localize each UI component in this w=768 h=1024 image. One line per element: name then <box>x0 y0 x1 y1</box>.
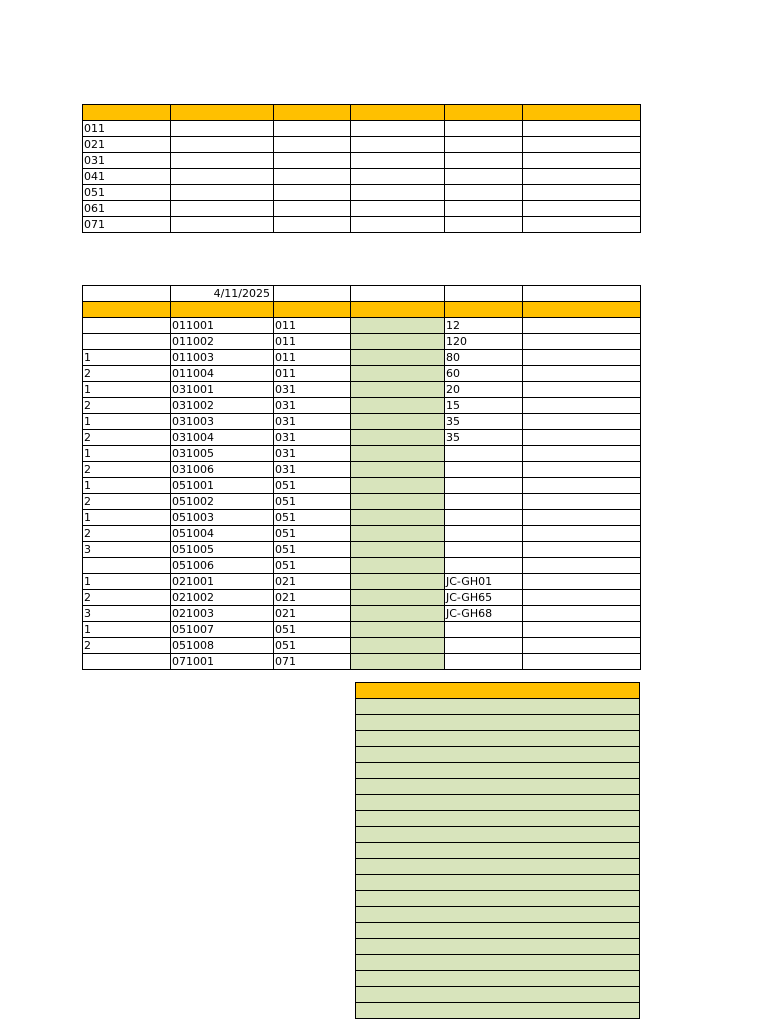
table-cell[interactable]: 021001 <box>171 574 274 590</box>
table-cell[interactable]: 3 <box>83 606 171 622</box>
item-table <box>82 285 641 670</box>
table-cell[interactable]: 2 <box>83 590 171 606</box>
category-header-row <box>83 105 641 121</box>
table-cell[interactable] <box>351 590 445 606</box>
column-header[interactable] <box>274 105 351 121</box>
table-row <box>83 334 641 350</box>
table-cell[interactable] <box>351 137 445 153</box>
table-cell[interactable]: 051 <box>274 622 351 638</box>
list-item <box>356 763 640 779</box>
table-cell[interactable]: 051004 <box>171 526 274 542</box>
table-cell[interactable] <box>171 217 274 233</box>
table-row <box>83 153 641 169</box>
table-cell[interactable]: 2 <box>83 398 171 414</box>
table-cell[interactable] <box>83 654 171 670</box>
table-row <box>83 398 641 414</box>
table-cell[interactable] <box>351 201 445 217</box>
table-cell[interactable]: 031 <box>274 462 351 478</box>
table-cell[interactable]: JC-GH65 <box>445 590 523 606</box>
table-cell[interactable] <box>523 169 641 185</box>
table-cell[interactable] <box>523 590 641 606</box>
table-cell[interactable]: 011 <box>274 366 351 382</box>
table-cell[interactable] <box>171 137 274 153</box>
table-cell[interactable] <box>523 185 641 201</box>
table-cell[interactable] <box>356 779 640 795</box>
table-cell[interactable] <box>356 971 640 987</box>
table-cell[interactable] <box>445 121 523 137</box>
table-cell[interactable] <box>523 622 641 638</box>
table-cell[interactable]: JC-GH01 <box>445 574 523 590</box>
table-cell[interactable] <box>171 121 274 137</box>
table-cell[interactable]: 3 <box>83 542 171 558</box>
table-cell[interactable]: 2 <box>83 462 171 478</box>
table-cell[interactable] <box>445 510 523 526</box>
table-cell[interactable]: 051008 <box>171 638 274 654</box>
table-cell[interactable] <box>356 907 640 923</box>
date-value[interactable]: 4/11/2025 <box>171 286 274 302</box>
table-cell[interactable]: 031001 <box>171 382 274 398</box>
column-header[interactable] <box>83 302 171 318</box>
table-cell[interactable] <box>351 382 445 398</box>
item-header-row <box>83 302 641 318</box>
table-cell[interactable] <box>351 153 445 169</box>
table-cell[interactable]: 011003 <box>171 350 274 366</box>
table-cell[interactable] <box>351 318 445 334</box>
list-item <box>356 859 640 875</box>
list-item <box>356 875 640 891</box>
column-header[interactable] <box>445 105 523 121</box>
table-cell[interactable] <box>351 366 445 382</box>
table-cell[interactable] <box>445 462 523 478</box>
table-cell[interactable]: 051 <box>274 558 351 574</box>
table-cell[interactable] <box>445 558 523 574</box>
column-header[interactable] <box>445 302 523 318</box>
column-header[interactable] <box>83 105 171 121</box>
table-row <box>83 382 641 398</box>
table-cell[interactable] <box>274 201 351 217</box>
table-cell[interactable] <box>445 494 523 510</box>
table-cell[interactable]: 1 <box>83 574 171 590</box>
table-row <box>83 510 641 526</box>
table-cell[interactable]: 2 <box>83 638 171 654</box>
list-item <box>356 827 640 843</box>
table-cell[interactable] <box>445 201 523 217</box>
table-cell[interactable]: 051 <box>274 494 351 510</box>
table-cell[interactable]: 120 <box>445 334 523 350</box>
table-cell[interactable] <box>351 622 445 638</box>
table-cell[interactable]: 2 <box>83 366 171 382</box>
table-cell[interactable] <box>274 185 351 201</box>
table-cell[interactable] <box>445 185 523 201</box>
table-cell[interactable]: 80 <box>445 350 523 366</box>
table-row <box>83 590 641 606</box>
table-cell[interactable] <box>445 526 523 542</box>
table-row <box>83 638 641 654</box>
table-row <box>83 318 641 334</box>
table-cell[interactable]: 031006 <box>171 462 274 478</box>
table-cell[interactable] <box>351 286 445 302</box>
table-row <box>83 430 641 446</box>
table-cell[interactable]: 021 <box>83 137 171 153</box>
table-cell[interactable] <box>171 153 274 169</box>
table-cell[interactable] <box>523 510 641 526</box>
list-item <box>356 923 640 939</box>
table-row <box>83 462 641 478</box>
table-row <box>83 366 641 382</box>
table-cell[interactable] <box>356 715 640 731</box>
table-cell[interactable] <box>523 366 641 382</box>
table-cell[interactable]: 071001 <box>171 654 274 670</box>
table-cell[interactable] <box>356 939 640 955</box>
table-cell[interactable]: 051003 <box>171 510 274 526</box>
table-cell[interactable] <box>356 699 640 715</box>
list-item <box>356 891 640 907</box>
column-header[interactable] <box>171 105 274 121</box>
table-row <box>83 350 641 366</box>
list-item <box>356 731 640 747</box>
table-cell[interactable] <box>523 382 641 398</box>
table-cell[interactable]: 2 <box>83 526 171 542</box>
table-cell[interactable] <box>523 414 641 430</box>
table-cell[interactable] <box>523 558 641 574</box>
table-cell[interactable]: 021003 <box>171 606 274 622</box>
detail-header-row <box>356 683 640 699</box>
table-row <box>83 574 641 590</box>
detail-table <box>355 682 640 1019</box>
table-cell[interactable] <box>445 286 523 302</box>
list-item <box>356 971 640 987</box>
list-item <box>356 1003 640 1019</box>
table-row <box>83 201 641 217</box>
table-cell[interactable]: 12 <box>445 318 523 334</box>
table-cell[interactable]: 011 <box>274 334 351 350</box>
table-cell[interactable]: 20 <box>445 382 523 398</box>
list-item <box>356 747 640 763</box>
table-cell[interactable]: 1 <box>83 350 171 366</box>
list-item <box>356 843 640 859</box>
table-row <box>83 606 641 622</box>
table-cell[interactable] <box>351 430 445 446</box>
table-cell[interactable] <box>356 731 640 747</box>
list-item <box>356 939 640 955</box>
table-cell[interactable] <box>351 350 445 366</box>
table-cell[interactable] <box>445 638 523 654</box>
table-cell[interactable]: 051002 <box>171 494 274 510</box>
table-cell[interactable] <box>523 318 641 334</box>
table-cell[interactable]: 031 <box>274 414 351 430</box>
table-cell[interactable]: 051007 <box>171 622 274 638</box>
table-cell[interactable]: 1 <box>83 446 171 462</box>
table-cell[interactable]: 021 <box>274 606 351 622</box>
table-cell[interactable]: 031003 <box>171 414 274 430</box>
table-cell[interactable] <box>171 169 274 185</box>
table-row <box>83 185 641 201</box>
table-cell[interactable] <box>351 638 445 654</box>
table-cell[interactable] <box>356 827 640 843</box>
table-cell[interactable] <box>356 923 640 939</box>
table-cell[interactable] <box>523 478 641 494</box>
table-cell[interactable] <box>523 201 641 217</box>
column-header[interactable] <box>351 302 445 318</box>
table-cell[interactable] <box>351 446 445 462</box>
table-row <box>83 217 641 233</box>
table-cell[interactable] <box>356 859 640 875</box>
table-cell[interactable] <box>523 574 641 590</box>
table-cell[interactable]: 051 <box>274 542 351 558</box>
table-cell[interactable]: 071 <box>274 654 351 670</box>
table-cell[interactable] <box>274 137 351 153</box>
table-cell[interactable]: 35 <box>445 430 523 446</box>
table-cell[interactable] <box>274 169 351 185</box>
table-cell[interactable]: 051001 <box>171 478 274 494</box>
column-header[interactable] <box>523 302 641 318</box>
table-row <box>83 478 641 494</box>
column-header[interactable] <box>171 302 274 318</box>
table-cell[interactable] <box>351 185 445 201</box>
table-cell[interactable]: 1 <box>83 414 171 430</box>
table-cell[interactable] <box>351 574 445 590</box>
table-cell[interactable]: 2 <box>83 430 171 446</box>
table-cell[interactable] <box>523 121 641 137</box>
table-cell[interactable] <box>523 606 641 622</box>
table-cell[interactable] <box>274 286 351 302</box>
table-cell[interactable]: 031 <box>274 398 351 414</box>
table-cell[interactable] <box>523 542 641 558</box>
table-cell[interactable]: 021 <box>274 574 351 590</box>
table-cell[interactable] <box>356 1003 640 1019</box>
table-cell[interactable] <box>171 185 274 201</box>
list-item <box>356 987 640 1003</box>
table-cell[interactable] <box>351 526 445 542</box>
table-cell[interactable] <box>356 987 640 1003</box>
table-cell[interactable] <box>445 217 523 233</box>
table-cell[interactable]: 071 <box>83 217 171 233</box>
table-cell[interactable]: 031 <box>83 153 171 169</box>
column-header[interactable] <box>523 105 641 121</box>
table-row <box>83 654 641 670</box>
table-cell[interactable] <box>356 843 640 859</box>
table-cell[interactable]: 1 <box>83 478 171 494</box>
table-row <box>83 526 641 542</box>
table-cell[interactable]: 031004 <box>171 430 274 446</box>
date-row <box>83 286 641 302</box>
table-cell[interactable] <box>83 334 171 350</box>
table-cell[interactable]: 031002 <box>171 398 274 414</box>
page-title <box>377 83 517 103</box>
table-cell[interactable]: 051 <box>274 478 351 494</box>
table-cell[interactable] <box>356 955 640 971</box>
table-row <box>83 494 641 510</box>
column-header[interactable] <box>351 105 445 121</box>
list-item <box>356 907 640 923</box>
table-cell[interactable] <box>351 654 445 670</box>
table-cell[interactable] <box>523 526 641 542</box>
table-cell[interactable]: 021002 <box>171 590 274 606</box>
table-cell[interactable] <box>274 121 351 137</box>
table-cell[interactable]: 60 <box>445 366 523 382</box>
table-cell[interactable] <box>523 462 641 478</box>
table-cell[interactable]: 011001 <box>171 318 274 334</box>
table-cell[interactable]: 051 <box>274 510 351 526</box>
table-cell[interactable] <box>523 654 641 670</box>
table-cell[interactable] <box>523 398 641 414</box>
table-cell[interactable] <box>523 153 641 169</box>
table-cell[interactable]: JC-GH68 <box>445 606 523 622</box>
table-cell[interactable]: 15 <box>445 398 523 414</box>
table-cell[interactable]: 051 <box>274 638 351 654</box>
table-cell[interactable] <box>351 334 445 350</box>
table-cell[interactable] <box>351 121 445 137</box>
table-cell[interactable] <box>351 398 445 414</box>
table-cell[interactable] <box>445 478 523 494</box>
table-row <box>83 446 641 462</box>
table-cell[interactable]: 1 <box>83 382 171 398</box>
list-item <box>356 699 640 715</box>
table-cell[interactable]: 051006 <box>171 558 274 574</box>
table-cell[interactable]: 021 <box>274 590 351 606</box>
table-cell[interactable] <box>445 153 523 169</box>
table-row <box>83 169 641 185</box>
table-cell[interactable] <box>445 622 523 638</box>
table-cell[interactable] <box>351 478 445 494</box>
table-cell[interactable] <box>523 638 641 654</box>
table-cell[interactable] <box>523 217 641 233</box>
table-cell[interactable] <box>356 811 640 827</box>
table-row <box>83 622 641 638</box>
table-cell[interactable] <box>356 875 640 891</box>
column-header[interactable] <box>356 683 640 699</box>
table-cell[interactable]: 051 <box>83 185 171 201</box>
table-cell[interactable]: 061 <box>83 201 171 217</box>
table-cell[interactable] <box>356 795 640 811</box>
table-cell[interactable] <box>445 542 523 558</box>
list-item <box>356 795 640 811</box>
table-cell[interactable]: 011002 <box>171 334 274 350</box>
table-cell[interactable]: 011 <box>274 350 351 366</box>
table-cell[interactable] <box>445 446 523 462</box>
table-cell[interactable] <box>523 137 641 153</box>
table-cell[interactable] <box>351 542 445 558</box>
table-cell[interactable] <box>445 169 523 185</box>
table-cell[interactable]: 031 <box>274 446 351 462</box>
table-cell[interactable]: 041 <box>83 169 171 185</box>
table-row <box>83 137 641 153</box>
table-cell[interactable] <box>523 286 641 302</box>
table-cell[interactable] <box>445 137 523 153</box>
table-cell[interactable] <box>351 494 445 510</box>
date-label[interactable] <box>83 286 171 302</box>
table-cell[interactable]: 35 <box>445 414 523 430</box>
list-item <box>356 811 640 827</box>
table-cell[interactable]: 031 <box>274 382 351 398</box>
table-cell[interactable] <box>351 217 445 233</box>
table-row <box>83 414 641 430</box>
table-cell[interactable] <box>523 350 641 366</box>
table-cell[interactable] <box>523 430 641 446</box>
table-cell[interactable] <box>351 414 445 430</box>
table-cell[interactable]: 031 <box>274 430 351 446</box>
table-cell[interactable] <box>171 201 274 217</box>
table-cell[interactable] <box>351 510 445 526</box>
table-cell[interactable] <box>356 763 640 779</box>
table-cell[interactable] <box>356 747 640 763</box>
table-row <box>83 542 641 558</box>
table-cell[interactable]: 051005 <box>171 542 274 558</box>
table-cell[interactable] <box>351 606 445 622</box>
table-cell[interactable]: 011004 <box>171 366 274 382</box>
table-cell[interactable] <box>445 654 523 670</box>
category-table <box>82 104 641 233</box>
table-cell[interactable] <box>351 558 445 574</box>
table-cell[interactable] <box>351 462 445 478</box>
table-cell[interactable]: 031005 <box>171 446 274 462</box>
table-cell[interactable]: 011 <box>83 121 171 137</box>
table-row <box>83 558 641 574</box>
table-cell[interactable]: 051 <box>274 526 351 542</box>
table-cell[interactable] <box>351 169 445 185</box>
table-cell[interactable] <box>523 446 641 462</box>
list-item <box>356 955 640 971</box>
column-header[interactable] <box>274 302 351 318</box>
table-cell[interactable]: 2 <box>83 494 171 510</box>
table-cell[interactable] <box>274 217 351 233</box>
list-item <box>356 715 640 731</box>
table-cell[interactable] <box>274 153 351 169</box>
table-cell[interactable] <box>523 334 641 350</box>
table-cell[interactable] <box>83 558 171 574</box>
table-cell[interactable]: 1 <box>83 622 171 638</box>
table-row <box>83 121 641 137</box>
list-item <box>356 779 640 795</box>
table-cell[interactable] <box>83 318 171 334</box>
table-cell[interactable] <box>356 891 640 907</box>
table-cell[interactable]: 011 <box>274 318 351 334</box>
table-cell[interactable] <box>523 494 641 510</box>
table-cell[interactable]: 1 <box>83 510 171 526</box>
